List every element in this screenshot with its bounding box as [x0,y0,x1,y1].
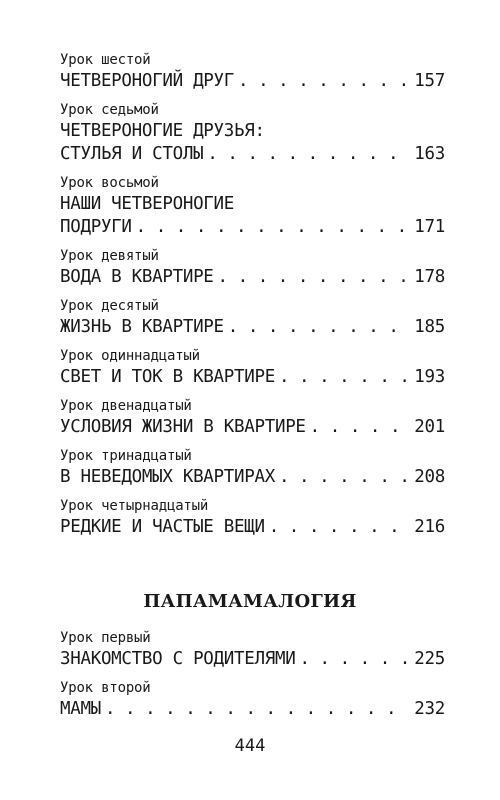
toc-entry [60,628,445,671]
chapter-title-line [60,648,445,671]
toc-entry [60,496,445,539]
chapter-title: СТУЛЬЯ И СТОЛЫ [60,144,204,164]
dot-leader [279,466,410,489]
chapter-page-number: 178 [414,267,445,287]
chapter-title: ВОДА В КВАРТИРЕ [60,267,214,287]
toc-entry [60,296,445,339]
dot-leader [279,366,410,389]
chapter-title-line [60,366,445,389]
chapter-title: МАМЫ [60,699,101,719]
chapter-title-line [60,466,445,489]
lesson-label: Урок первый [60,630,151,646]
lesson-label: Урок одиннадцатый [60,348,200,364]
toc-entry [60,50,445,93]
chapter-page-number: 232 [414,699,445,719]
chapter-title: В НЕВЕДОМЫХ КВАРТИРАХ [60,467,275,487]
chapter-title-line [60,143,445,166]
table-of-contents-top [60,50,445,546]
chapter-page-number: 171 [414,217,445,237]
dot-leader [105,698,410,721]
toc-entry [60,173,445,239]
toc-entry [60,678,445,721]
lesson-label: Урок тринадцатый [60,448,192,464]
lesson-label: Урок десятый [60,298,159,314]
chapter-title-line [60,120,445,143]
chapter-page-number: 157 [414,71,445,91]
chapter-page-number: 163 [414,144,445,164]
dot-leader [228,316,411,339]
chapter-title-line [60,216,445,239]
chapter-title: СВЕТ И ТОК В КВАРТИРЕ [60,367,275,387]
chapter-page-number: 208 [414,467,445,487]
dot-leader [218,266,411,289]
lesson-label: Урок второй [60,680,151,696]
toc-entry [60,446,445,489]
dot-leader [207,143,410,166]
chapter-title-line [60,316,445,339]
chapter-page-number: 185 [414,317,445,337]
dot-leader [299,648,410,671]
chapter-page-number: 193 [414,367,445,387]
dot-leader [136,216,411,239]
dot-leader [310,416,411,439]
chapter-title-line [60,70,445,93]
chapter-title: ПОДРУГИ [60,217,132,237]
chapter-title: ЧЕТВЕРОНОГИЙ ДРУГ [60,71,235,91]
section-heading: ПАПАМАМАЛОГИЯ [143,591,357,612]
dot-leader [238,70,410,93]
lesson-label: Урок восьмой [60,175,159,191]
toc-entry [60,246,445,289]
toc-entry [60,100,445,166]
chapter-title: НАШИ ЧЕТВЕРОНОГИЕ [60,194,235,214]
chapter-title-line [60,698,445,721]
chapter-title-line [60,516,445,539]
chapter-page-number: 216 [414,517,445,537]
chapter-title: ЗНАКОМСТВО С РОДИТЕЛЯМИ [60,649,296,669]
toc-entry [60,346,445,389]
dot-leader [269,516,411,539]
chapter-title-line [60,193,445,216]
lesson-label: Урок шестой [60,52,151,68]
chapter-title: РЕДКИЕ И ЧАСТЫЕ ВЕЩИ [60,517,265,537]
lesson-label: Урок двенадцатый [60,398,192,414]
chapter-title-line [60,416,445,439]
toc-entry [60,396,445,439]
table-of-contents-bottom [60,628,445,728]
page-number: 444 [234,736,266,756]
chapter-title: УСЛОВИЯ ЖИЗНИ В КВАРТИРЕ [60,417,306,437]
chapter-title: ЖИЗНЬ В КВАРТИРЕ [60,317,224,337]
chapter-page-number: 225 [414,649,445,669]
chapter-page-number: 201 [414,417,445,437]
lesson-label: Урок четырнадцатый [60,498,209,514]
lesson-label: Урок девятый [60,248,159,264]
chapter-title-line [60,266,445,289]
chapter-title: ЧЕТВЕРОНОГИЕ ДРУЗЬЯ: [60,121,265,141]
lesson-label: Урок седьмой [60,102,159,118]
